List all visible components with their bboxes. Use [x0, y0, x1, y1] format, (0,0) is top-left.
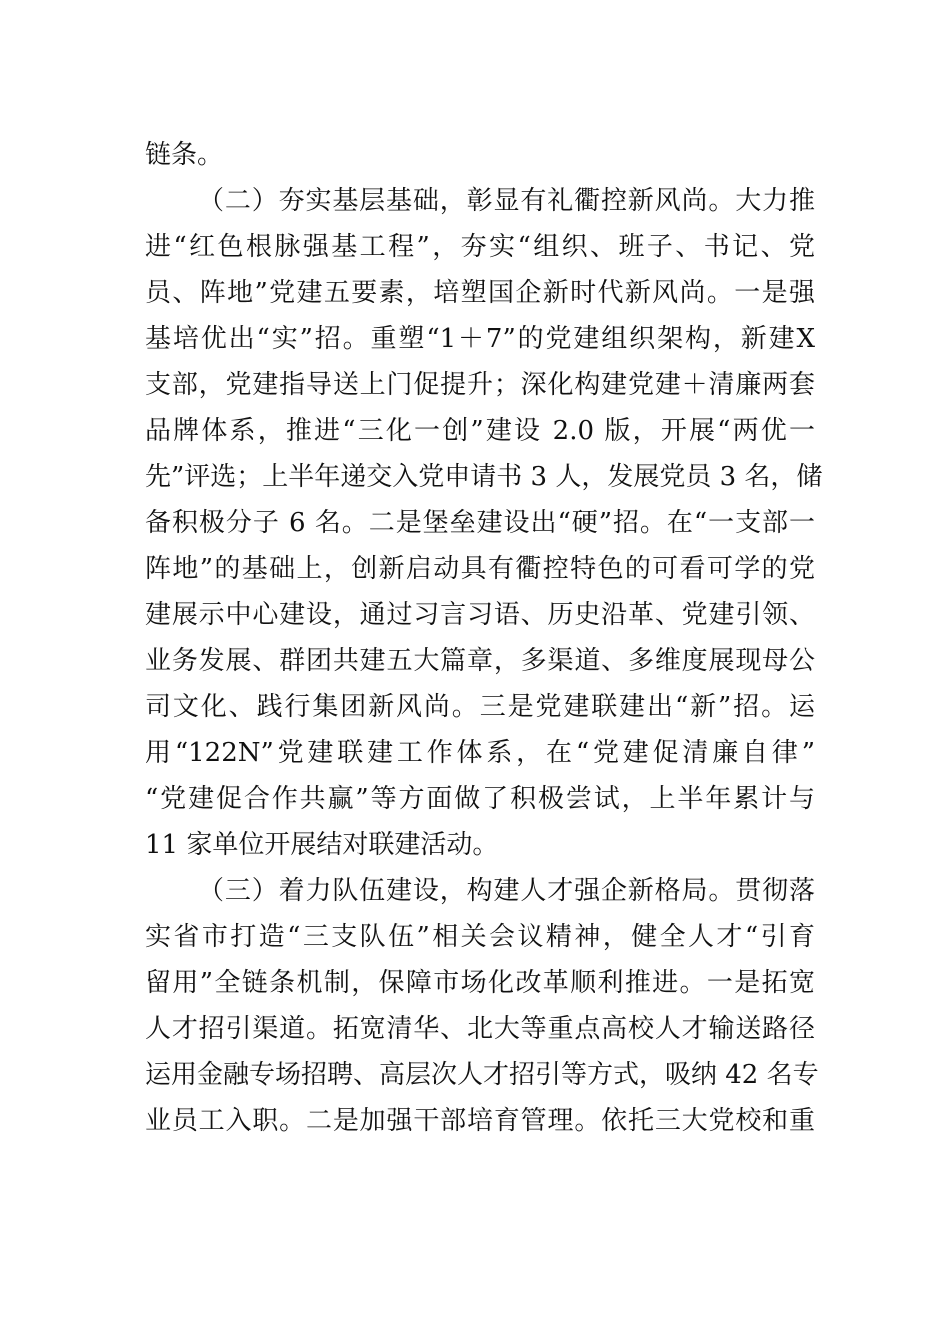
text-line: 业员工入职。二是加强干部培育管理。依托三大党校和重	[145, 1106, 815, 1136]
section-heading-line: （二）夯实基层基础，彰显有礼衢控新风尚。大力推	[198, 186, 815, 216]
text-line: 11 家单位开展结对联建活动。	[145, 830, 499, 860]
text-line: 支部，党建指导送上门促提升；深化构建党建＋清廉两套	[145, 370, 815, 400]
text-line: 司文化、践行集团新风尚。三是党建联建出“新”招。运	[145, 692, 815, 722]
text-line: 员、阵地”党建五要素，培塑国企新时代新风尚。一是强	[145, 278, 815, 308]
text-line: 人才招引渠道。拓宽清华、北大等重点高校人才输送路径	[145, 1014, 815, 1044]
text-line: 运用金融专场招聘、高层次人才招引等方式，吸纳 42 名专	[145, 1060, 819, 1090]
text-line: 基培优出“实”招。重塑“1＋7”的党建组织架构，新建X	[145, 324, 815, 354]
text-line: 备积极分子 6 名。二是堡垒建设出“硬”招。在“一支部一	[145, 508, 815, 538]
text-line: 建展示中心建设，通过习言习语、历史沿革、党建引领、	[145, 600, 815, 630]
section-heading-line: （三）着力队伍建设，构建人才强企新格局。贯彻落	[198, 876, 815, 906]
text-line: 用“122N”党建联建工作体系，在“党建促清廉自律”	[145, 738, 815, 768]
text-line: 链条。	[145, 140, 224, 170]
text-line: “党建促合作共赢”等方面做了积极尝试，上半年累计与	[145, 784, 815, 814]
text-line: 阵地”的基础上，创新启动具有衢控特色的可看可学的党	[145, 554, 815, 584]
text-line: 业务发展、群团共建五大篇章，多渠道、多维度展现母公	[145, 646, 815, 676]
text-line: 品牌体系，推进“三化一创”建设 2.0 版，开展“两优一	[145, 416, 815, 446]
text-line: 留用”全链条机制，保障市场化改革顺利推进。一是拓宽	[145, 968, 815, 998]
text-line: 进“红色根脉强基工程”，夯实“组织、班子、书记、党	[145, 232, 815, 262]
text-line: 先”评选；上半年递交入党申请书 3 人，发展党员 3 名，储	[145, 462, 823, 492]
text-line: 实省市打造“三支队伍”相关会议精神，健全人才“引育	[145, 922, 815, 952]
